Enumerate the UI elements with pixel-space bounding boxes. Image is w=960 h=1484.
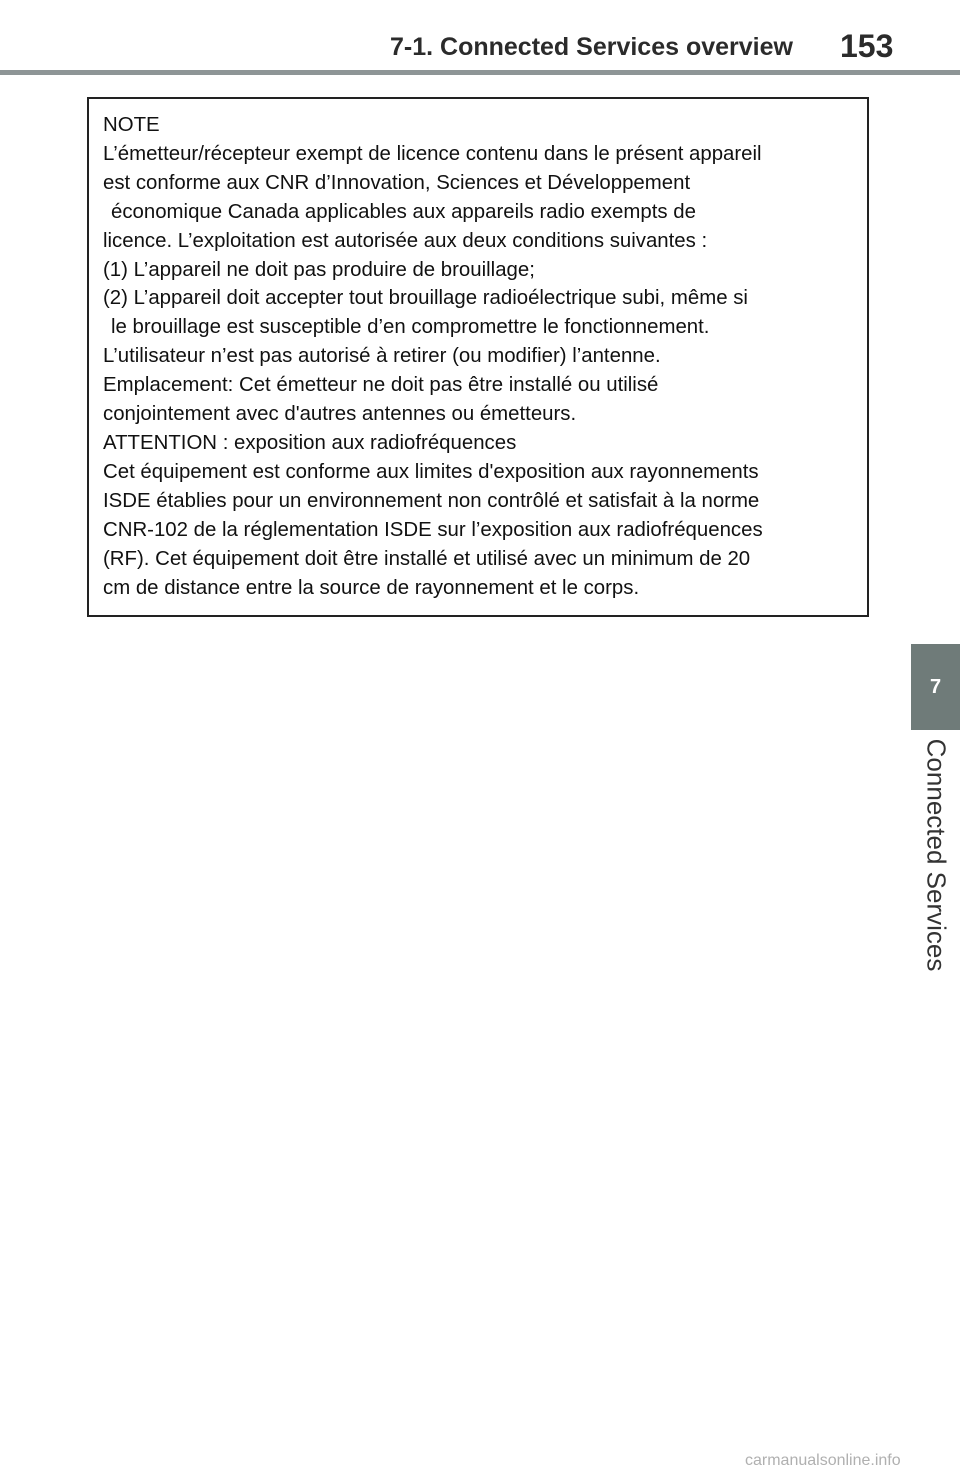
note-line: L’émetteur/récepteur exempt de licence contenu dans le présent appareil (103, 142, 762, 165)
note-line: le brouillage est susceptible d’en compromettre le fonctionnement. (111, 316, 710, 339)
note-line: L’utilisateur n’est pas autorisé à retirer (ou modifier) l’antenne. (103, 345, 661, 368)
watermark: carmanualsonline.info (745, 1452, 901, 1469)
note-line: (2) L’appareil doit accepter tout brouillage radioélectrique subi, même si (103, 287, 748, 310)
note-line: licence. L’exploitation est autorisée aux deux conditions suivantes : (103, 229, 708, 252)
note-line: Cet équipement est conforme aux limites d'exposition aux rayonnements (103, 460, 759, 483)
note-line: est conforme aux CNR d’Innovation, Sciences et Développement (103, 171, 691, 194)
note-line: (RF). Cet équipement doit être installé et utilisé avec un minimum de 20 (103, 547, 751, 570)
chapter-label: Connected Services (921, 738, 952, 972)
note-box (87, 97, 869, 617)
note-heading: NOTE (103, 114, 160, 136)
note-line: CNR-102 de la réglementation ISDE sur l’exposition aux radiofréquences (103, 518, 763, 541)
note-line: cm de distance entre la source de rayonnement et le corps. (103, 576, 640, 599)
header-divider (0, 70, 960, 75)
section-title: 7-1. Connected Services overview (390, 33, 793, 61)
page-header (0, 0, 960, 80)
note-line: (1) L’appareil ne doit pas produire de brouillage; (103, 258, 535, 281)
note-line: conjointement avec d'autres antennes ou émetteurs. (103, 403, 577, 426)
chapter-tab (911, 644, 960, 730)
page-number: 153 (840, 28, 894, 64)
note-line: ATTENTION : exposition aux radiofréquences (103, 431, 517, 454)
note-line: Emplacement: Cet émetteur ne doit pas être installé ou utilisé (103, 374, 659, 397)
note-line: économique Canada applicables aux appareils radio exempts de (111, 200, 696, 223)
chapter-number: 7 (929, 676, 942, 698)
note-line: ISDE établies pour un environnement non contrôlé et satisfait à la norme (103, 489, 760, 512)
